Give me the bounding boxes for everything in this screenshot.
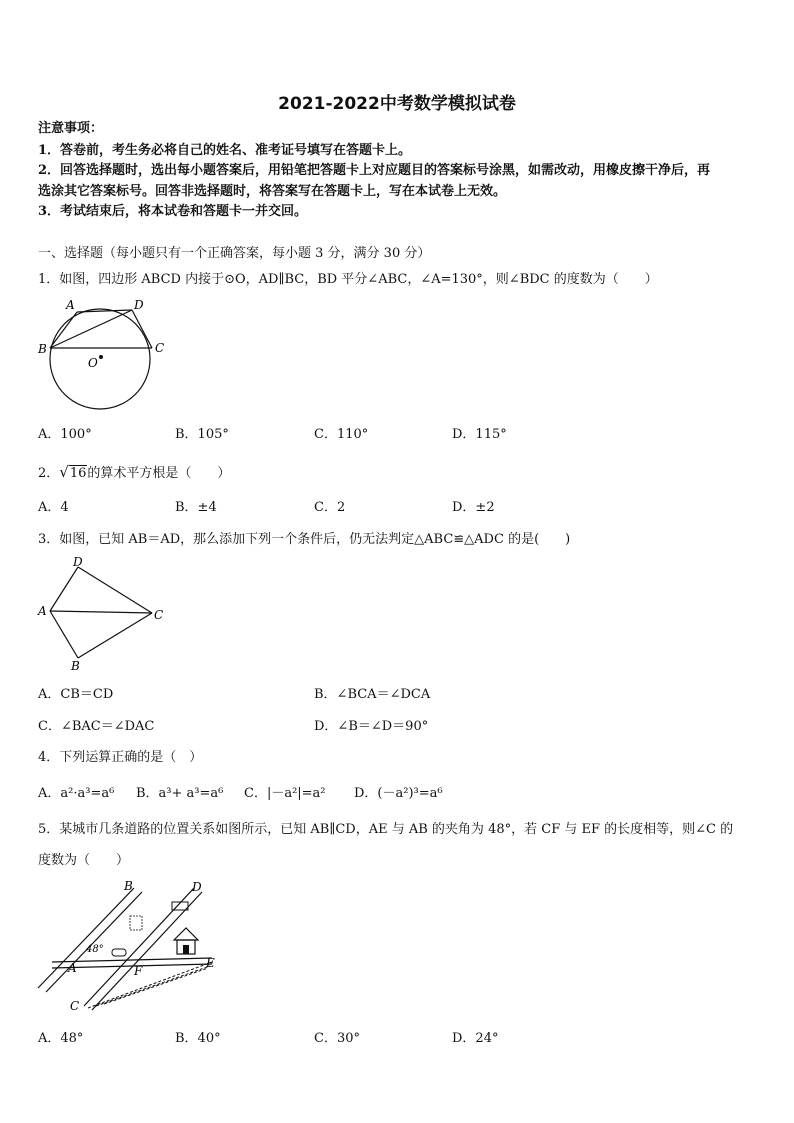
q3-label-c: C xyxy=(154,608,164,622)
question-1-stem: 1．如图，四边形 ABCD 内接于⊙O，AD∥BC，BD 平分∠ABC，∠A=130°，则∠BDC 的度数为（ ） xyxy=(38,272,658,287)
question-4-stem: 4．下列运算正确的是（ ） xyxy=(38,750,203,765)
q1-option-b: B．105° xyxy=(175,427,229,442)
q3-label-b: B xyxy=(71,659,80,673)
q5-angle-label: 48° xyxy=(86,944,104,955)
q4-option-b: B．a³+ a³=a⁶ xyxy=(136,786,224,801)
q5-label-e: E xyxy=(206,956,215,970)
question-5-stem-line2: 度数为（ ） xyxy=(38,853,130,868)
q2-option-c: C．2 xyxy=(314,500,346,515)
q5-label-f: F xyxy=(134,964,143,978)
q1-option-a: A．100° xyxy=(38,427,92,442)
q3-option-c: C．∠BAC＝∠DAC xyxy=(38,719,155,734)
house-icon xyxy=(174,928,198,954)
q3-label-d: D xyxy=(73,555,83,569)
q1-label-d: D xyxy=(134,298,144,312)
q2-radicand: 16 xyxy=(69,466,87,481)
q1-label-b: B xyxy=(38,342,47,356)
q5-option-b: B．40° xyxy=(175,1031,221,1046)
q4-option-a: A．a²·a³=a⁶ xyxy=(38,786,115,801)
notice-item: 3．考试结束后，将本试卷和答题卡一并交回。 xyxy=(38,204,308,219)
question-2-stem xyxy=(38,464,230,482)
q5-option-c: C．30° xyxy=(314,1031,360,1046)
q1-label-o: O xyxy=(88,356,98,370)
section-heading: 一、选择题（每小题只有一个正确答案，每小题 3 分，满分 30 分） xyxy=(38,246,431,261)
q2-option-b: B．±4 xyxy=(175,500,217,515)
q5-label-b: B xyxy=(124,879,133,893)
q1-option-d: D．115° xyxy=(452,427,507,442)
q5-label-c: C xyxy=(70,999,80,1013)
question-5-stem-line1: 5．某城市几条道路的位置关系如图所示，已知 AB∥CD，AE 与 AB 的夹角为 48°，若 CF 与 EF 的长度相等，则∠C 的 xyxy=(38,822,734,837)
q3-label-a: A xyxy=(38,604,47,618)
q5-roads-figure xyxy=(34,878,234,1018)
q4-option-c: C．|－a²|=a² xyxy=(244,786,326,801)
notice-item: 选涂其它答案标号。回答非选择题时，将答案写在答题卡上，写在本试卷上无效。 xyxy=(38,184,507,199)
car-icon xyxy=(112,949,126,956)
q3-option-b: B．∠BCA＝∠DCA xyxy=(314,687,431,702)
question-3-stem: 3．如图，已知 AB＝AD，那么添加下列一个条件后，仍无法判定△ABC≌△ADC 的是( ) xyxy=(38,532,571,547)
notice-heading: 注意事项： xyxy=(38,121,104,136)
q2-prefix: 2． xyxy=(38,466,60,481)
q2-option-a: A．4 xyxy=(38,500,69,515)
q1-label-c: C xyxy=(155,341,165,355)
page-title: 2021-2022中考数学模拟试卷 xyxy=(278,94,516,114)
q5-label-d: D xyxy=(192,880,202,894)
q1-option-c: C．110° xyxy=(314,427,369,442)
q2-option-d: D．±2 xyxy=(452,500,495,515)
q5-label-a: A xyxy=(68,961,77,975)
q3-option-a: A．CB＝CD xyxy=(38,687,114,702)
q3-option-d: D．∠B＝∠D＝90° xyxy=(314,719,429,734)
q5-option-d: D．24° xyxy=(452,1031,499,1046)
sqrt-sign-icon: √ xyxy=(59,463,69,481)
q5-option-a: A．48° xyxy=(38,1031,84,1046)
notice-item: 2．回答选择题时，选出每小题答案后，用铅笔把答题卡上对应题目的答案标号涂黑，如需改动，用橡皮擦干净后，再 xyxy=(38,163,711,178)
q1-circle-figure xyxy=(34,295,174,415)
q1-label-a: A xyxy=(66,298,75,312)
q2-suffix: 的算术平方根是（ ） xyxy=(87,466,231,481)
q3-quadrilateral-figure xyxy=(34,555,174,675)
notice-item: 1．答卷前，考生务必将自己的姓名、准考证号填写在答题卡上。 xyxy=(38,143,412,158)
building-icon xyxy=(130,916,142,930)
q4-option-d: D．(－a²)³=a⁶ xyxy=(354,786,443,801)
